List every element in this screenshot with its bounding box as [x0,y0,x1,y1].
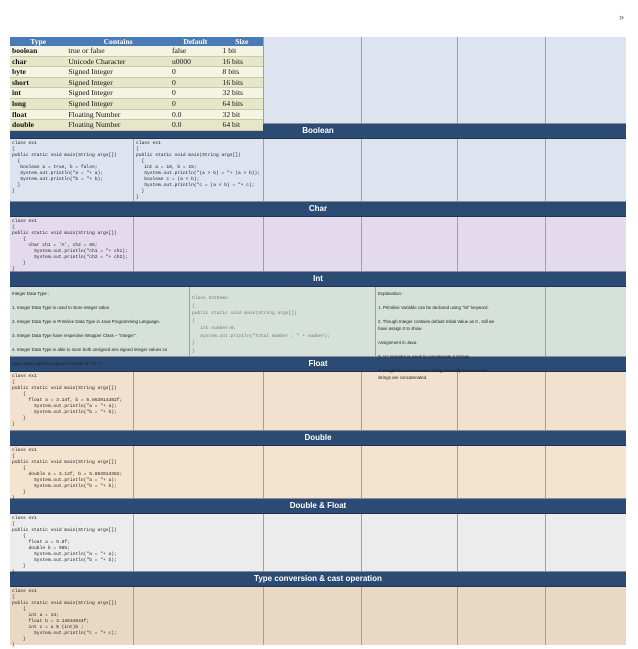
size-cell: 32 bit [221,109,263,120]
empty-cell [264,587,362,645]
empty-cell [264,217,362,271]
section-title-cast: Type conversion & cast operation [10,572,626,587]
contains-cell: true or false [66,46,170,56]
type-cell: byte [10,67,66,78]
type-cell: boolean [10,46,66,56]
empty-cell [458,372,546,430]
empty-cell [458,514,546,571]
cast-row [10,587,626,648]
default-cell: u0000 [170,56,221,67]
empty-cell [362,446,458,498]
contains-cell: Signed Integer [66,67,170,78]
section-title-boolean: Boolean [10,124,626,139]
empty-cell [458,139,546,201]
empty-cell [134,587,264,645]
empty-cell [264,372,362,430]
empty-cell [134,372,264,430]
empty-cell [134,217,264,271]
empty-cell [362,514,458,571]
boolean-code-2: class ex1 { public static void main(String args[]) { int a = 10, b = 15; System.out.println("(a > b) = "+ (a > b)); boolean c = (a < b); System.out.println("c = (a < b) = "+ c); } } [134,139,264,201]
empty-cell [264,446,362,498]
type-table-cell [10,37,264,130]
header-type: Type [10,37,66,46]
type-cell: char [10,56,66,67]
default-cell: 0 [170,77,221,88]
header-default: Default [170,37,221,46]
section-title-double: Double [10,431,626,446]
type-cell: double [10,120,66,131]
size-cell: 8 bits [221,67,263,78]
empty-cell [458,37,546,123]
empty-cell [458,217,546,271]
empty-cell [546,587,626,645]
empty-cell [546,287,626,356]
type-table-row [10,37,626,130]
empty-cell [546,217,626,271]
types-table-row [10,98,263,109]
java-data-types-sheet [10,37,626,648]
types-table-row [10,88,263,99]
int-code: Class IntDemo { public static void main(String args[]) { int number=0; System.out.println("Total Number : " + number); } } [190,287,376,356]
empty-cell [546,446,626,498]
default-cell: 0.0 [170,109,221,120]
type-cell: long [10,98,66,109]
empty-cell [362,217,458,271]
types-table [10,37,263,131]
empty-cell [362,372,458,430]
empty-cell [362,587,458,645]
double-float-code: class ex1 { public static void main(String args[]) { float a = 9.8f; double b = 98%; System.out.println("a = "+ a); System.out.println("b = "+ b); } } [10,514,134,571]
section-title-float: Float [10,357,626,372]
types-table-header [10,37,263,46]
empty-cell [134,514,264,571]
char-row [10,217,626,272]
empty-cell [134,446,264,498]
default-cell: 0 [170,98,221,109]
size-cell: 32 bits [221,88,263,99]
double-code: class ex1 { public static void main(String args[]) { double a = 3.14f, b = 5.863914382; System.out.println("a = "+ a); System.out.println("b = "+ b); } } [10,446,134,498]
empty-cell [546,514,626,571]
boolean-row [10,139,626,202]
types-table-row [10,67,263,78]
contains-cell: Floating Number [66,120,170,131]
header-size: Size [221,37,263,46]
types-table-row [10,109,263,120]
type-cell: float [10,109,66,120]
double-row [10,446,626,499]
section-title-int: Int [10,272,626,287]
float-code: class ex1 { public static void main(String args[]) { float a = 3.14f, b = 5.863914382f; System.out.println("a = "+ a); System.out.println("b = "+ b); } } [10,372,134,430]
contains-cell: Floating Number [66,109,170,120]
size-cell: 64 bits [221,98,263,109]
contains-cell: Signed Integer [66,88,170,99]
contains-cell: Signed Integer [66,98,170,109]
types-table-row [10,56,263,67]
types-table-row [10,46,263,56]
empty-cell [458,587,546,645]
page-number: » [618,12,624,22]
empty-cell [362,139,458,201]
empty-cell [362,37,458,123]
empty-cell [458,446,546,498]
types-table-row [10,77,263,88]
double-float-row [10,514,626,575]
default-cell: false [170,46,221,56]
size-cell: 1 bit [221,46,263,56]
empty-cell [546,139,626,201]
int-note-left: Integer Data Type : 1. Integer Data Type is used to store integer value. 2. Integer Data Type is Primitive Data Type in Java Programming Language. 3. Integer Data Type have respective Wrapper Class – "Integer". 4. Integer Data Type is able to store both unsigned ans signed integer values so Java opted signed,unsigned concept of C/C++. [10,287,190,356]
empty-cell [264,37,362,123]
section-title-double-float: Double & Float [10,499,626,514]
float-row [10,372,626,431]
default-cell: 0.0 [170,120,221,131]
empty-cell [546,37,626,123]
header-contains: Contains [66,37,170,46]
cast-code: class ex1 { public static void main(String args[]) { int a = 14; float b = 3.14634644f; int c = a % (int)b ; System.out.println("c = "+ c); } } [10,587,134,645]
boolean-code-1: class ex1 { public static void main(String args[]) { boolean a = true, b = false; System.out.println("a = "+ a); System.out.println("b = "+ b); } } [10,139,134,201]
size-cell: 16 bits [221,56,263,67]
empty-cell [546,372,626,430]
char-code: class ex1 { public static void main(String args[]) { char ch1 = 'A', ch2 = 66; System.out.println("ch1 = "+ ch1); System.out.println("ch2 = "+ ch2); } } [10,217,134,271]
type-cell: int [10,88,66,99]
size-cell: 64 bit [221,120,263,131]
section-title-char: Char [10,202,626,217]
default-cell: 0 [170,88,221,99]
empty-cell [264,514,362,571]
type-cell: short [10,77,66,88]
size-cell: 16 bits [221,77,263,88]
contains-cell: Signed Integer [66,77,170,88]
empty-cell [264,139,362,201]
int-note-right: Explanation : 1. Primitive Variable can be declared using "int" keyword. 2. Though Integer contains default Initial Value as 0 , still we have assign 0 to show Assignment in Java. 3. "+" operator is used to concatenate 2 strings. 4. Integer is converted into String internally and then two strings are concatenated. [376,287,546,356]
types-table-row [10,120,263,131]
default-cell: 0 [170,67,221,78]
contains-cell: Unicode Character [66,56,170,67]
